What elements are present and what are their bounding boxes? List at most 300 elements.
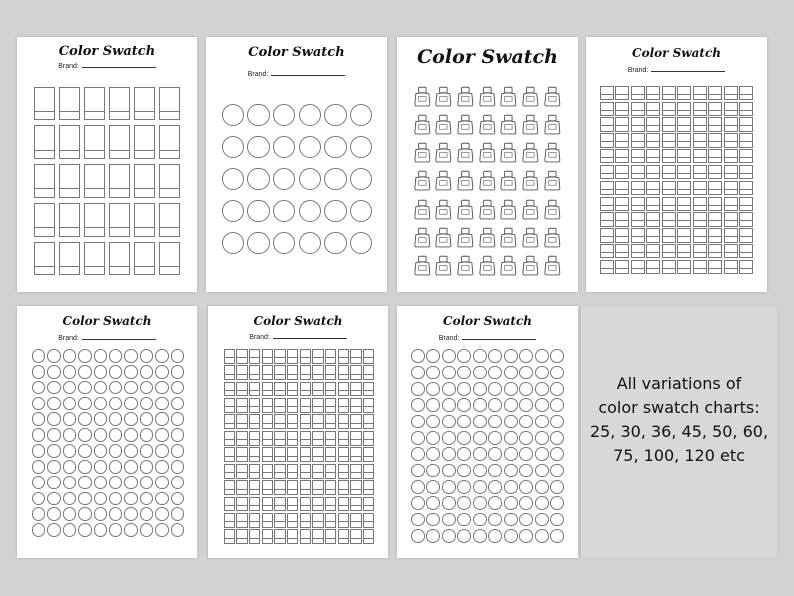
swatch-circle [519, 382, 533, 396]
swatch-box [363, 382, 374, 397]
page-title: Color Swatch [58, 44, 156, 59]
swatch-circle [504, 382, 518, 396]
swatch-circle [124, 397, 138, 411]
swatch-label-strip [601, 157, 613, 162]
polish-bottle-icon [543, 141, 562, 164]
swatch-box [325, 464, 336, 479]
swatch-bottle [434, 113, 453, 136]
swatch-circle [473, 398, 487, 412]
swatch-label-strip [275, 472, 284, 477]
swatch-bottle [499, 113, 518, 136]
swatch-box [274, 431, 285, 446]
swatch-label-strip [632, 125, 644, 130]
swatch-box [236, 349, 247, 364]
swatch-box [224, 398, 235, 413]
swatch-label-strip [85, 150, 104, 158]
swatch-circle [63, 397, 77, 411]
polish-bottle-icon [499, 113, 518, 136]
swatch-box [631, 212, 645, 226]
swatch-bottle [413, 226, 432, 249]
swatch-box [600, 133, 614, 147]
page-title: Color Swatch [417, 46, 558, 68]
brand-line [82, 67, 156, 68]
swatch-label-strip [250, 374, 259, 379]
polish-bottle-icon [478, 85, 497, 108]
swatch-label-strip [678, 157, 690, 162]
swatch-bottle [499, 85, 518, 108]
swatch-circle [155, 397, 169, 411]
swatch-label-strip [313, 472, 322, 477]
swatch-circle [47, 365, 61, 379]
swatch-bottle [521, 113, 540, 136]
swatch-label-strip [313, 505, 322, 510]
swatch-label-strip [250, 538, 259, 543]
swatch-label-strip [351, 521, 360, 526]
swatch-label-strip [225, 439, 234, 444]
swatch-circle [442, 529, 456, 543]
swatch-label-strip [740, 110, 752, 115]
swatch-box [662, 228, 676, 242]
swatch-box [724, 244, 738, 258]
swatch-label-strip [301, 406, 310, 411]
swatch-circle [442, 398, 456, 412]
swatch-box [600, 181, 614, 195]
polish-bottle-icon [456, 169, 475, 192]
swatch-grid [32, 84, 182, 278]
swatch-label-strip [616, 268, 628, 273]
swatch-label-strip [709, 110, 721, 115]
swatch-label-strip [250, 423, 259, 428]
swatch-box [708, 197, 722, 211]
swatch-box [677, 260, 691, 274]
swatch-box [600, 86, 614, 100]
swatch-circle [535, 349, 549, 363]
swatch-label-strip [225, 489, 234, 494]
swatch-circle [519, 513, 533, 527]
swatch-circle [535, 529, 549, 543]
swatch-circle [411, 382, 425, 396]
swatch-bottle [478, 169, 497, 192]
swatch-box [631, 117, 645, 131]
swatch-label-strip [725, 141, 737, 146]
swatch-circle [519, 366, 533, 380]
swatch-circle [426, 513, 440, 527]
swatch-circle [47, 507, 61, 521]
swatch-label-strip [250, 472, 259, 477]
swatch-box [662, 260, 676, 274]
swatch-circle [550, 464, 564, 478]
swatch-page-1 [17, 37, 197, 292]
swatch-box [724, 117, 738, 131]
swatch-label-strip [364, 439, 373, 444]
swatch-circle [47, 397, 61, 411]
polish-bottle-icon [434, 113, 453, 136]
swatch-circle [124, 349, 138, 363]
brand-field [586, 67, 767, 74]
swatch-circle [411, 431, 425, 445]
swatch-label-strip [678, 205, 690, 210]
swatch-circle [411, 464, 425, 478]
swatch-box [274, 447, 285, 462]
swatch-label-strip [301, 374, 310, 379]
swatch-box [287, 365, 298, 380]
swatch-circle [411, 447, 425, 461]
swatch-circle [457, 366, 471, 380]
promo-panel [581, 306, 777, 558]
polish-bottle-icon [478, 226, 497, 249]
swatch-label-strip [351, 456, 360, 461]
swatch-label-strip [663, 141, 675, 146]
swatch-circle [140, 349, 154, 363]
polish-bottle-icon [478, 198, 497, 221]
polish-bottle-icon [478, 113, 497, 136]
swatch-label-strip [725, 110, 737, 115]
swatch-label-strip [60, 227, 79, 235]
swatch-box [615, 117, 629, 131]
swatch-circle [78, 507, 92, 521]
swatch-circle [124, 507, 138, 521]
swatch-box [646, 86, 660, 100]
swatch-label-strip [678, 236, 690, 241]
swatch-label-strip [663, 157, 675, 162]
swatch-label-strip [351, 406, 360, 411]
swatch-box [350, 365, 361, 380]
swatch-label-strip [250, 505, 259, 510]
swatch-label-strip [601, 125, 613, 130]
swatch-circle [155, 492, 169, 506]
swatch-circle [124, 460, 138, 474]
swatch-box [300, 365, 311, 380]
swatch-page-2 [206, 37, 387, 292]
polish-bottle-icon [499, 254, 518, 277]
swatch-circle [504, 513, 518, 527]
swatch-box [312, 447, 323, 462]
swatch-circle [488, 496, 502, 510]
swatch-box [631, 149, 645, 163]
swatch-label-strip [601, 189, 613, 194]
swatch-box [363, 431, 374, 446]
swatch-circle [94, 507, 108, 521]
swatch-label-strip [740, 94, 752, 99]
swatch-box [312, 382, 323, 397]
swatch-label-strip [364, 505, 373, 510]
swatch-box [350, 382, 361, 397]
swatch-box [363, 497, 374, 512]
swatch-box [109, 164, 130, 198]
swatch-label-strip [288, 489, 297, 494]
swatch-label-strip [364, 521, 373, 526]
swatch-label-strip [35, 227, 54, 235]
swatch-circle [140, 476, 154, 490]
swatch-label-strip [632, 236, 644, 241]
swatch-label-strip [616, 220, 628, 225]
swatch-label-strip [725, 125, 737, 130]
swatch-label-strip [647, 157, 659, 162]
polish-bottle-icon [499, 169, 518, 192]
swatch-box [262, 382, 273, 397]
polish-bottle-icon [521, 141, 540, 164]
swatch-label-strip [339, 406, 348, 411]
swatch-circle [426, 431, 440, 445]
swatch-bottle [478, 198, 497, 221]
swatch-circle [109, 428, 123, 442]
swatch-circle [124, 444, 138, 458]
swatch-circle [535, 513, 549, 527]
swatch-bottle [434, 85, 453, 108]
polish-bottle-icon [543, 113, 562, 136]
swatch-box [662, 197, 676, 211]
swatch-circle [47, 523, 61, 537]
swatch-circle [32, 460, 46, 474]
polish-bottle-icon [499, 141, 518, 164]
swatch-circle [222, 104, 245, 127]
swatch-bottle [543, 169, 562, 192]
swatch-label-strip [647, 141, 659, 146]
swatch-box [350, 349, 361, 364]
polish-bottle-icon [478, 254, 497, 277]
swatch-box [646, 212, 660, 226]
swatch-circle [550, 447, 564, 461]
swatch-circle [535, 431, 549, 445]
swatch-box [312, 414, 323, 429]
swatch-circle [535, 464, 549, 478]
swatch-circle [350, 232, 373, 255]
swatch-box [338, 497, 349, 512]
swatch-label-strip [225, 456, 234, 461]
swatch-box [59, 203, 80, 237]
swatch-label-strip [694, 205, 706, 210]
swatch-label-strip [740, 252, 752, 257]
swatch-label-strip [237, 456, 246, 461]
swatch-box [224, 447, 235, 462]
swatch-label-strip [647, 173, 659, 178]
swatch-box [325, 398, 336, 413]
swatch-label-strip [263, 505, 272, 510]
swatch-label-strip [160, 266, 179, 274]
swatch-bottle [413, 198, 432, 221]
swatch-circle [124, 492, 138, 506]
swatch-label-strip [301, 439, 310, 444]
swatch-label-strip [339, 456, 348, 461]
swatch-label-strip [709, 205, 721, 210]
swatch-circle [273, 136, 296, 159]
swatch-box [693, 228, 707, 242]
swatch-box [662, 244, 676, 258]
swatch-box [708, 117, 722, 131]
swatch-label-strip [263, 406, 272, 411]
swatch-box [274, 382, 285, 397]
swatch-box [338, 398, 349, 413]
swatch-label-strip [110, 266, 129, 274]
swatch-circle [350, 104, 373, 127]
swatch-circle [32, 492, 46, 506]
swatch-box [312, 464, 323, 479]
swatch-label-strip [60, 266, 79, 274]
swatch-circle [457, 496, 471, 510]
swatch-label-strip [351, 374, 360, 379]
swatch-label-strip [85, 227, 104, 235]
swatch-label-strip [237, 357, 246, 362]
swatch-label-strip [678, 268, 690, 273]
swatch-label-strip [725, 157, 737, 162]
polish-bottle-icon [456, 85, 475, 108]
promo-line: 75, 100, 120 etc [613, 446, 745, 465]
swatch-label-strip [725, 268, 737, 273]
swatch-circle [519, 529, 533, 543]
swatch-label-strip [326, 489, 335, 494]
promo-text [581, 372, 777, 468]
swatch-label-strip [678, 220, 690, 225]
swatch-circle [273, 104, 296, 127]
swatch-box [363, 513, 374, 528]
swatch-page-6 [208, 306, 388, 558]
swatch-box [708, 260, 722, 274]
swatch-box [615, 133, 629, 147]
swatch-label-strip [351, 505, 360, 510]
swatch-label-strip [740, 236, 752, 241]
swatch-label-strip [740, 189, 752, 194]
swatch-circle [442, 382, 456, 396]
swatch-bottle [434, 169, 453, 192]
swatch-label-strip [663, 110, 675, 115]
swatch-circle [140, 444, 154, 458]
swatch-circle [457, 415, 471, 429]
swatch-box [739, 197, 753, 211]
swatch-box [236, 414, 247, 429]
swatch-bottle [456, 226, 475, 249]
swatch-circle [140, 492, 154, 506]
swatch-label-strip [632, 268, 644, 273]
swatch-label-strip [135, 266, 154, 274]
swatch-label-strip [601, 173, 613, 178]
swatch-box [631, 228, 645, 242]
swatch-label-strip [225, 423, 234, 428]
swatch-label-strip [288, 357, 297, 362]
swatch-circle [94, 444, 108, 458]
swatch-circle [426, 464, 440, 478]
swatch-label-strip [237, 423, 246, 428]
swatch-box [249, 447, 260, 462]
swatch-label-strip [694, 173, 706, 178]
swatch-circle [550, 480, 564, 494]
swatch-label-strip [364, 456, 373, 461]
swatch-box [677, 197, 691, 211]
swatch-label-strip [225, 505, 234, 510]
swatch-box [724, 133, 738, 147]
swatch-circle [442, 496, 456, 510]
swatch-circle [426, 447, 440, 461]
swatch-label-strip [263, 439, 272, 444]
swatch-label-strip [647, 94, 659, 99]
swatch-box [287, 382, 298, 397]
swatch-circle [171, 492, 185, 506]
swatch-circle [550, 382, 564, 396]
swatch-box [84, 203, 105, 237]
swatch-box [631, 86, 645, 100]
swatch-box [646, 117, 660, 131]
swatch-label-strip [313, 439, 322, 444]
swatch-circle [473, 431, 487, 445]
swatch-label-strip [632, 94, 644, 99]
brand-label: Brand: [438, 335, 460, 342]
swatch-label-strip [632, 220, 644, 225]
swatch-label-strip [263, 423, 272, 428]
brand-line [271, 75, 345, 76]
swatch-box [693, 181, 707, 195]
swatch-box [724, 260, 738, 274]
swatch-box [615, 102, 629, 116]
swatch-box [600, 197, 614, 211]
swatch-label-strip [339, 505, 348, 510]
swatch-box [724, 149, 738, 163]
swatch-box [236, 447, 247, 462]
swatch-box [159, 203, 180, 237]
swatch-box [708, 181, 722, 195]
swatch-label-strip [263, 357, 272, 362]
polish-bottle-icon [434, 85, 453, 108]
swatch-circle [473, 415, 487, 429]
swatch-box [662, 117, 676, 131]
swatch-box [646, 244, 660, 258]
swatch-circle [488, 382, 502, 396]
swatch-box [600, 260, 614, 274]
swatch-label-strip [326, 357, 335, 362]
polish-bottle-icon [434, 141, 453, 164]
swatch-label-strip [237, 374, 246, 379]
brand-field [17, 335, 197, 342]
swatch-label-strip [632, 141, 644, 146]
swatch-label-strip [339, 374, 348, 379]
swatch-box [363, 365, 374, 380]
swatch-label-strip [351, 472, 360, 477]
swatch-label-strip [288, 521, 297, 526]
swatch-circle [457, 382, 471, 396]
swatch-label-strip [740, 125, 752, 130]
swatch-box [739, 212, 753, 226]
polish-bottle-icon [456, 254, 475, 277]
swatch-box [615, 165, 629, 179]
polish-bottle-icon [499, 85, 518, 108]
swatch-label-strip [275, 505, 284, 510]
swatch-box [708, 212, 722, 226]
swatch-box [739, 149, 753, 163]
swatch-circle [155, 365, 169, 379]
swatch-box [109, 125, 130, 159]
swatch-box [350, 529, 361, 544]
swatch-label-strip [288, 423, 297, 428]
polish-bottle-icon [543, 254, 562, 277]
swatch-bottle [434, 254, 453, 277]
polish-bottle-icon [456, 226, 475, 249]
swatch-label-strip [288, 374, 297, 379]
swatch-grid [220, 99, 374, 259]
swatch-circle [247, 168, 270, 191]
swatch-circle [78, 381, 92, 395]
brand-line [462, 339, 536, 340]
swatch-circle [535, 447, 549, 461]
swatch-box [693, 165, 707, 179]
swatch-circle [171, 349, 185, 363]
swatch-circle [426, 349, 440, 363]
swatch-box [134, 203, 155, 237]
brand-label: Brand: [58, 335, 79, 342]
swatch-bottle [413, 254, 432, 277]
swatch-box [300, 529, 311, 544]
swatch-label-strip [351, 439, 360, 444]
swatch-label-strip [647, 220, 659, 225]
swatch-circle [155, 476, 169, 490]
swatch-box [338, 365, 349, 380]
